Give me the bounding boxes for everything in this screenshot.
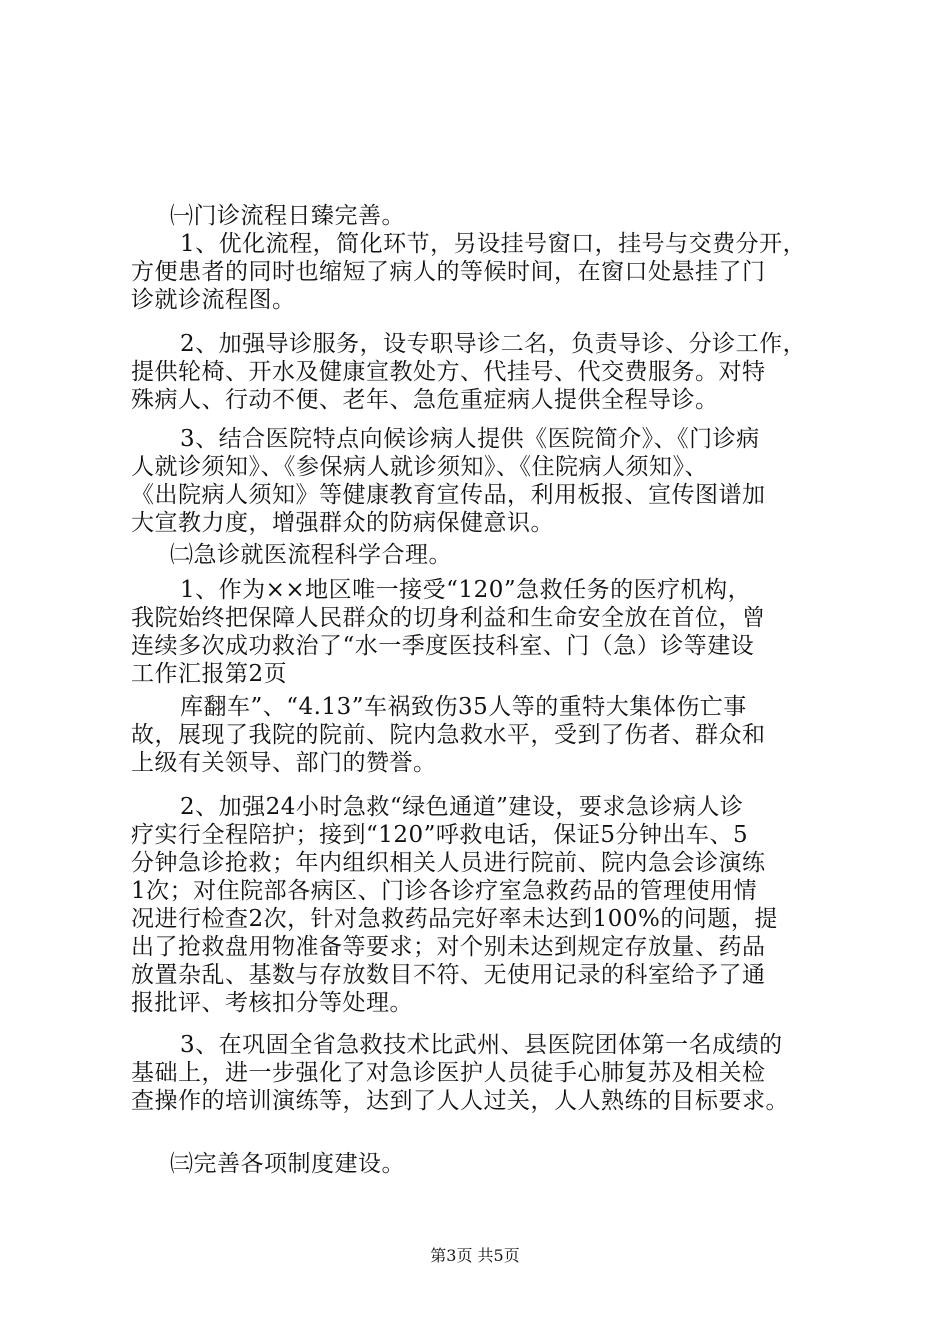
paragraph-line: 殊病人、行动不便、老年、急危重症病人提供全程导诊。 (131, 387, 719, 413)
paragraph-line: 基础上，进一步强化了对急诊医护人员徒手心肺复苏及相关检 (131, 1060, 766, 1086)
paragraph-line: 出了抢救盘用物准备等要求；对个别未达到规定存放量、药品 (131, 934, 766, 960)
paragraph-line: 库翻车”、“4.13”车祸致伤35人等的重特大集体伤亡事 (180, 694, 747, 720)
paragraph-line: 上级有关领导、部门的赞誉。 (131, 750, 437, 776)
paragraph-line: 连续多次成功救治了“水一季度医技科室、门（急）诊等建设 (131, 633, 755, 659)
paragraph-line: 3、在巩固全省急救技术比武州、县医院团体第一名成绩的 (180, 1032, 783, 1058)
heading-outpatient: ㈠门诊流程日臻完善。 (170, 203, 405, 229)
paragraph-line: 人就诊须知》、《参保病人就诊须知》、《住院病人须知》、 (131, 454, 708, 480)
paragraph-line: 报批评、考核扣分等处理。 (131, 990, 413, 1016)
page-footer: 第3页 共5页 (430, 1246, 520, 1265)
paragraph-line: 《出院病人须知》等健康教育宣传品，利用板报、宣传图谱加 (131, 482, 766, 508)
paragraph-line: 工作汇报第2页 (131, 661, 288, 687)
paragraph-line: 我院始终把保障人民群众的切身利益和生命安全放在首位，曾 (131, 605, 766, 631)
paragraph-line: 放置杂乱、基数与存放数目不符、无使用记录的科室给予了通 (131, 962, 766, 988)
heading-regulations: ㈢完善各项制度建设。 (170, 1151, 405, 1177)
paragraph-line: 大宣教力度，增强群众的防病保健意识。 (131, 510, 554, 536)
heading-emergency: ㈡急诊就医流程科学合理。 (170, 542, 452, 568)
paragraph-line: 1、优化流程，简化环节，另设挂号窗口，挂号与交费分开， (180, 231, 807, 257)
paragraph-line: 查操作的培训演练等，达到了人人过关，人人熟练的目标要求。 (131, 1088, 789, 1114)
paragraph-line: 1次；对住院部各病区、门诊各诊疗室急救药品的管理使用情 (131, 878, 758, 904)
paragraph-line: 方便患者的同时也缩短了病人的等候时间，在窗口处悬挂了门 (131, 259, 766, 285)
paragraph-line: 疗实行全程陪护；接到“120”呼救电话，保证5分钟出车、5 (131, 822, 749, 848)
paragraph-line: 2、加强24小时急救“绿色通道”建设，要求急诊病人诊 (180, 794, 744, 820)
paragraph-line: 3、结合医院特点向候诊病人提供《医院简介》、《门诊病 (180, 426, 760, 452)
paragraph-line: 分钟急诊抢救；年内组织相关人员进行院前、院内急会诊演练 (131, 850, 766, 876)
paragraph-line: 1、作为××地区唯一接受“120”急救任务的医疗机构， (180, 577, 752, 603)
paragraph-line: 故，展现了我院的院前、院内急救水平，受到了伤者、群众和 (131, 722, 766, 748)
paragraph-line: 2、加强导诊服务，设专职导诊二名，负责导诊、分诊工作， (180, 331, 807, 357)
paragraph-line: 诊就诊流程图。 (131, 287, 296, 313)
paragraph-line: 提供轮椅、开水及健康宣教处方、代挂号、代交费服务。对特 (131, 359, 766, 385)
paragraph-line: 况进行检查2次，针对急救药品完好率未达到100%的问题，提 (131, 906, 778, 932)
